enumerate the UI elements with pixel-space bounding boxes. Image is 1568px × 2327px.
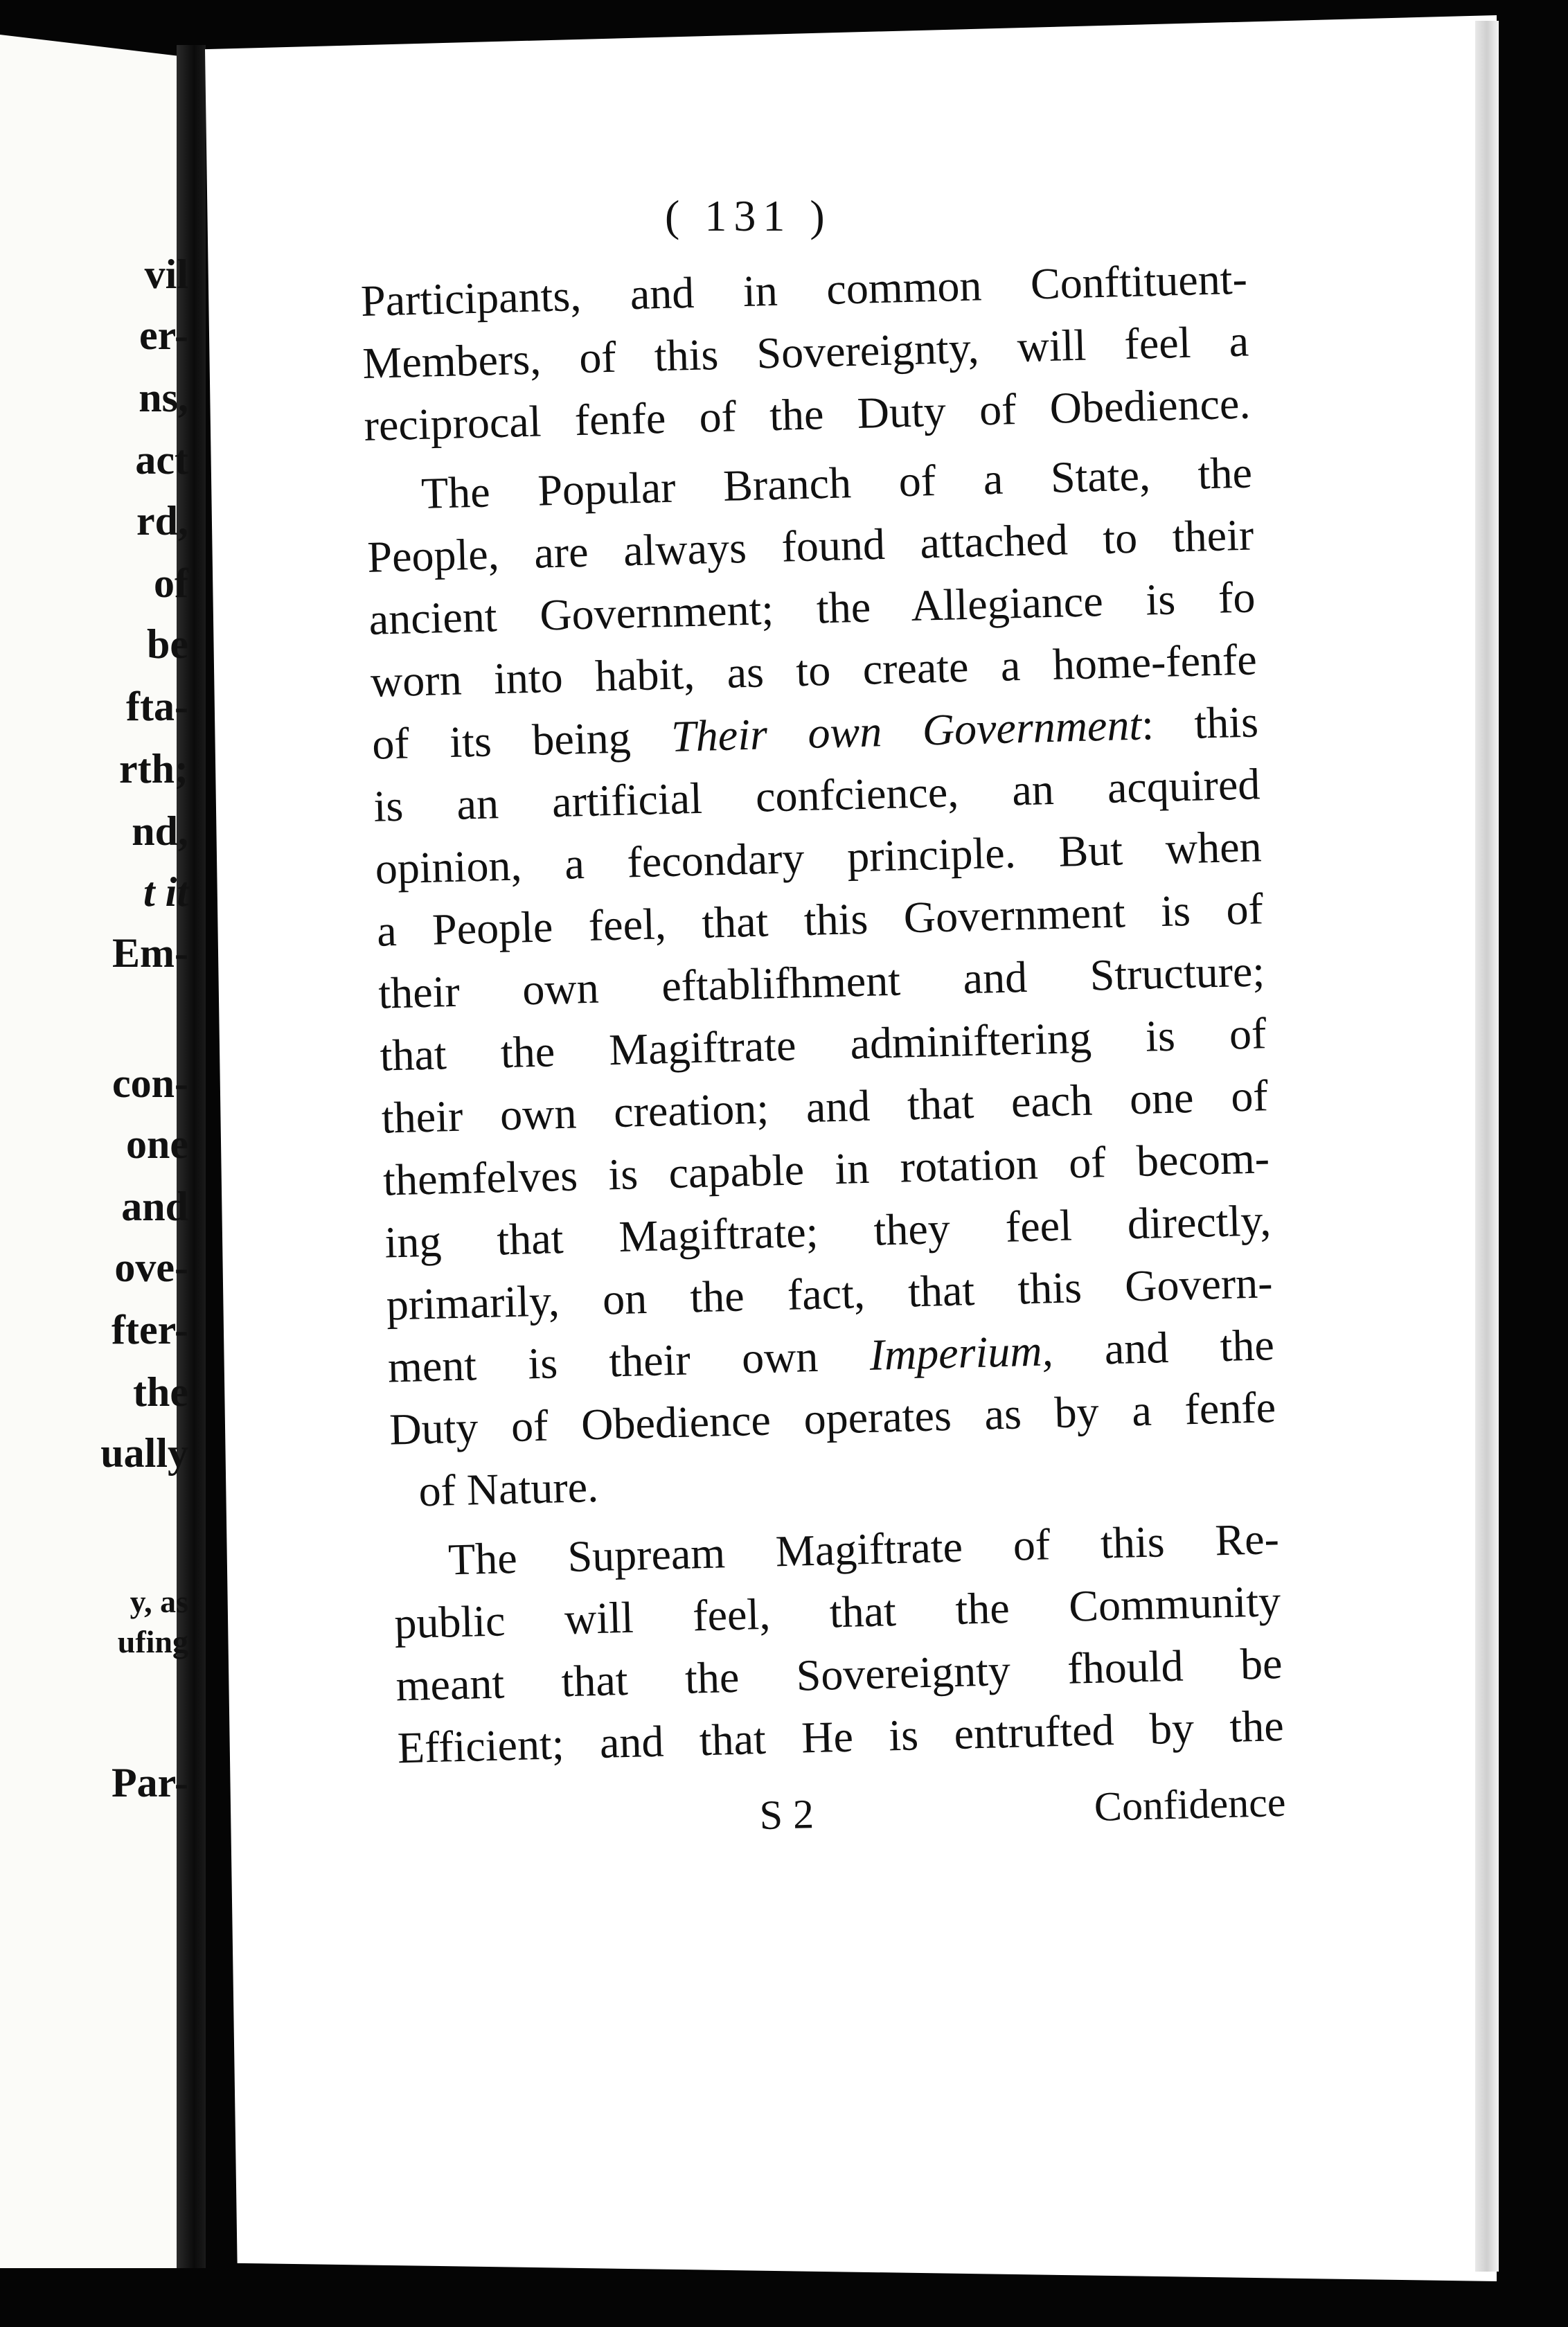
left-page-fragment: ns, (139, 375, 188, 420)
left-page-fragment: and (121, 1184, 188, 1229)
paragraph (392, 1508, 1285, 1779)
text-line: Members, of this Sovereignty, will feel a (362, 316, 1249, 388)
left-page-fragment: ove- (114, 1245, 188, 1290)
text-line: reciprocal fenfe of the Duty of Obedience. (363, 378, 1251, 450)
text-segment: ment is their own (387, 1330, 871, 1392)
left-page-fragment: er- (139, 312, 188, 358)
page-edge (1475, 21, 1499, 2272)
left-page-fragment: vil (144, 251, 188, 297)
catchword: Confidence (1094, 1778, 1287, 1830)
signature-mark: S 2 (758, 1791, 814, 1839)
left-page-fragment: rd, (136, 498, 188, 544)
left-page-fragment: y, as (130, 1584, 188, 1619)
left-page-fragment: t it (143, 869, 188, 915)
body-text (360, 248, 1287, 1856)
text-line: primarily, on the fact, that this Govern- (385, 1258, 1274, 1330)
text-segment: of its being (371, 711, 672, 769)
paragraph (365, 442, 1278, 1524)
text-segment: : this (1141, 697, 1259, 749)
left-page-fragment: ufing (117, 1624, 188, 1659)
left-page-fragment: Par- (111, 1760, 188, 1806)
text-line: Efficient; and that He is entrufted by the (397, 1700, 1285, 1773)
text-line: opinion, a fecondary principle. But when (374, 821, 1263, 893)
text-line: that the Magiftrate adminiftering is of (379, 1008, 1267, 1080)
text-line: a People feel, that this Government is of (376, 884, 1264, 956)
italic-text: Their own Government (670, 699, 1142, 761)
text-line: meant that the Sovereignty fhould be (395, 1638, 1283, 1711)
left-page-fragment: act (135, 437, 188, 483)
paragraph (360, 248, 1251, 457)
left-page-fragment: fter- (112, 1307, 188, 1353)
text-line: ing that Magiftrate; they feel directly, (384, 1195, 1272, 1267)
text-line: The Supream Magiftrate of this Re- (447, 1514, 1280, 1585)
left-page-fragment: Em- (112, 930, 188, 976)
left-page-fragment: of (154, 560, 188, 606)
left-page-fragment: con- (112, 1060, 188, 1106)
text-line: Duty of Obedience operates as by a fenfe (389, 1382, 1276, 1454)
text-line: themfelves is capable in rotation of becom- (382, 1133, 1270, 1205)
text-line: of Nature. (418, 1461, 599, 1516)
text-line: ancient Government; the Allegiance is fo (368, 572, 1256, 644)
left-page-fragment: nd, (132, 808, 188, 854)
text-line: their own eftablifhment and Structure; (377, 946, 1265, 1018)
left-page-fragment: one (126, 1121, 188, 1167)
text-line: People, are always found attached to their (366, 510, 1254, 582)
text-line: their own creation; and that each one of (381, 1071, 1269, 1143)
left-page-fragment: be (147, 621, 188, 667)
page-number: ( 131 ) (665, 191, 832, 240)
text-line: worn into habit, as to create a home-fenfe (370, 634, 1258, 706)
text-segment: and the (1052, 1320, 1275, 1375)
italic-text: Imperium, (868, 1326, 1054, 1380)
text-line: The Popular Branch of a State, the (420, 447, 1253, 518)
left-page-fragment: the (133, 1369, 188, 1415)
text-line: is an artificial confcience, an acquired (373, 759, 1261, 831)
left-page-fragment: rth; (119, 746, 188, 792)
left-page-fragment: ually (100, 1430, 188, 1476)
left-page-fragment: fta- (126, 684, 188, 729)
text-line: public will feel, that the Community (393, 1576, 1281, 1648)
text-line: Participants, and in common Conftituent- (360, 253, 1248, 326)
